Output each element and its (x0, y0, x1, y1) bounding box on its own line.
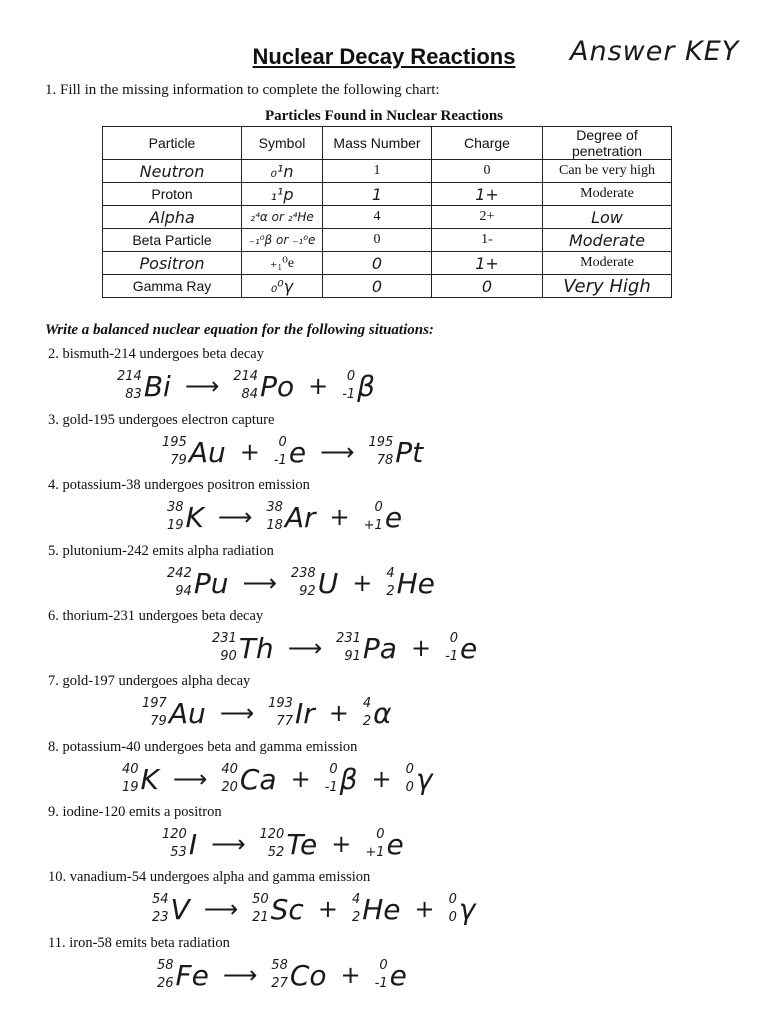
element-symbol: Pu (193, 566, 229, 600)
cell-symbol: ₊₁⁰e (242, 252, 323, 275)
mass-number: 120 (162, 827, 187, 842)
nuclear-equation (150, 887, 477, 931)
nuclide (271, 957, 326, 993)
problem-item (0, 608, 768, 672)
nuclide (152, 891, 190, 927)
reaction-arrow: ⟶ (219, 699, 255, 727)
table-row (103, 160, 672, 183)
problem-prompt: 3. gold-195 undergoes electron capture (48, 412, 275, 428)
cell-mass-number: 1 (323, 160, 432, 183)
mass-number: 0 (379, 958, 388, 973)
cell-charge: 1- (432, 229, 543, 252)
nuclide (386, 565, 435, 601)
plus-sign: + (290, 765, 311, 793)
plus-sign: + (308, 372, 329, 400)
element-symbol: Au (168, 696, 206, 730)
nuclide (260, 826, 318, 862)
reaction-arrow: ⟶ (211, 830, 246, 858)
mass-number: 40 (221, 762, 238, 777)
column-header-charge: Charge (432, 127, 543, 160)
nuclide-numbers (212, 630, 237, 666)
atomic-number: 83 (125, 387, 142, 402)
atomic-number: -1 (324, 780, 338, 795)
nuclide (252, 891, 304, 927)
nuclide-numbers (449, 891, 457, 927)
nuclide-numbers (325, 761, 338, 797)
atomic-number: -1 (374, 976, 388, 991)
nuclide-numbers (342, 368, 355, 404)
cell-penetration: Can be very high (543, 160, 672, 183)
atomic-number: 77 (276, 714, 293, 729)
cell-particle: Proton (103, 183, 242, 206)
atomic-number: 94 (175, 584, 192, 599)
nuclide-numbers (252, 891, 269, 927)
element-symbol: Sc (270, 892, 304, 926)
nuclide-numbers (266, 499, 283, 535)
nuclide-numbers (365, 826, 384, 862)
atomic-number: 90 (220, 649, 237, 664)
mass-number: 0 (329, 762, 338, 777)
mass-number: 0 (278, 435, 287, 450)
cell-penetration: Moderate (543, 252, 672, 275)
problem-prompt: 2. bismuth-214 undergoes beta decay (48, 346, 264, 362)
mass-number: 4 (362, 696, 372, 711)
table-row (103, 275, 672, 298)
element-symbol: Co (289, 958, 327, 992)
element-symbol: e (384, 500, 403, 534)
element-symbol: U (317, 566, 339, 600)
cell-penetration: Low (543, 206, 672, 229)
cell-mass-number: 4 (323, 206, 432, 229)
atomic-number: 2 (362, 714, 372, 729)
nuclide-numbers (352, 891, 360, 927)
mass-number: 58 (271, 958, 288, 973)
problem-item (0, 543, 768, 607)
nuclide (336, 630, 397, 666)
nuclide (449, 891, 476, 927)
nuclide (365, 826, 403, 862)
table-title: Particles Found in Nuclear Reactions (264, 108, 504, 124)
nuclide (445, 630, 477, 666)
element-symbol: Po (260, 369, 295, 403)
problem-item (0, 477, 768, 541)
nuclear-equation (210, 626, 479, 670)
nuclear-equation (160, 430, 425, 474)
plus-sign: + (331, 830, 352, 858)
nuclide-numbers (336, 630, 361, 666)
nuclide (363, 695, 392, 731)
column-header-penetration: Degree of penetration (543, 127, 672, 160)
nuclide (406, 761, 433, 797)
nuclide-numbers (233, 368, 258, 404)
nuclear-equation (140, 691, 394, 735)
mass-number: 40 (122, 762, 139, 777)
plus-sign: + (329, 503, 350, 531)
element-symbol: Pt (395, 435, 424, 469)
atomic-number: -1 (445, 649, 459, 664)
table-row (103, 229, 672, 252)
nuclide-numbers (122, 761, 139, 797)
atomic-number: -1 (273, 453, 287, 468)
problem-prompt: 7. gold-197 undergoes alpha decay (48, 673, 251, 689)
element-symbol: α (373, 696, 392, 730)
nuclide-numbers (167, 499, 184, 535)
element-symbol: e (389, 958, 407, 992)
nuclide-numbers (291, 565, 316, 601)
table-header-row (103, 127, 672, 160)
mass-number: 0 (376, 827, 385, 842)
element-symbol: Ar (284, 500, 316, 534)
nuclear-equation (120, 757, 435, 801)
atomic-number: 78 (376, 453, 394, 468)
element-symbol: K (140, 762, 159, 796)
cell-symbol: ₀⁰γ (242, 275, 323, 298)
cell-charge: 2+ (432, 206, 543, 229)
nuclide-numbers (142, 695, 167, 731)
reaction-arrow: ⟶ (242, 569, 277, 597)
nuclide (368, 434, 423, 470)
problem-prompt: 6. thorium-231 undergoes beta decay (48, 608, 264, 624)
atomic-number: 26 (157, 976, 174, 991)
worksheet-title: Nuclear Decay Reactions (252, 44, 516, 69)
nuclide-numbers (117, 368, 142, 404)
problem-item (0, 804, 768, 868)
plus-sign: + (414, 895, 435, 923)
plus-sign: + (340, 961, 361, 989)
nuclide-numbers (363, 695, 371, 731)
cell-penetration: Moderate (543, 229, 672, 252)
chart-instruction: 1. Fill in the missing information to complete the following chart: (45, 82, 440, 98)
plus-sign: + (371, 765, 392, 793)
cell-particle: Beta Particle (103, 229, 242, 252)
particles-table (102, 126, 672, 298)
nuclide-numbers (157, 957, 174, 993)
reaction-arrow: ⟶ (184, 372, 220, 400)
nuclide (117, 368, 171, 404)
element-symbol: Th (238, 631, 274, 665)
nuclide (274, 434, 306, 470)
plus-sign: + (239, 438, 260, 466)
atomic-number: 19 (122, 780, 139, 795)
atomic-number: 0 (448, 910, 457, 925)
mass-number: 193 (268, 696, 293, 711)
cell-particle: Alpha (103, 206, 242, 229)
mass-number: 54 (152, 892, 169, 907)
reaction-arrow: ⟶ (222, 961, 258, 989)
table-row (103, 206, 672, 229)
problem-item (0, 739, 768, 803)
column-header-symbol: Symbol (242, 127, 323, 160)
atomic-number: 52 (267, 845, 285, 860)
mass-number: 231 (336, 631, 361, 646)
element-symbol: Au (188, 435, 226, 469)
mass-number: 195 (368, 435, 394, 450)
atomic-number: -1 (342, 387, 356, 402)
atomic-number: +1 (365, 845, 385, 860)
reaction-arrow: ⟶ (320, 438, 355, 466)
nuclide-numbers (445, 630, 458, 666)
nuclide (167, 499, 204, 535)
mass-number: 214 (117, 369, 142, 384)
atomic-number: 2 (351, 910, 361, 925)
plus-sign: + (317, 895, 338, 923)
nuclide (233, 368, 294, 404)
mass-number: 0 (346, 369, 356, 384)
nuclide-numbers (271, 957, 288, 993)
element-symbol: e (386, 827, 404, 861)
mass-number: 242 (167, 566, 192, 581)
nuclide (142, 695, 206, 731)
reaction-arrow: ⟶ (287, 634, 323, 662)
problem-prompt: 8. potassium-40 undergoes beta and gamma emission (48, 739, 358, 755)
nuclide-numbers (167, 565, 192, 601)
problem-prompt: 11. iron-58 emits beta radiation (48, 935, 230, 951)
element-symbol: Ir (294, 696, 315, 730)
equation-instruction: Write a balanced nuclear equation for the following situations: (45, 322, 434, 338)
atomic-number: 2 (386, 584, 395, 599)
problem-item (0, 412, 768, 476)
problem-prompt: 4. potassium-38 undergoes positron emission (48, 477, 310, 493)
cell-particle: Positron (103, 252, 242, 275)
plus-sign: + (410, 634, 432, 662)
nuclide (342, 368, 375, 404)
cell-penetration: Moderate (543, 183, 672, 206)
nuclide-numbers (406, 761, 414, 797)
atomic-number: 20 (221, 780, 238, 795)
element-symbol: Bi (143, 369, 171, 403)
nuclide (157, 957, 209, 993)
cell-charge: 1+ (432, 252, 543, 275)
cell-mass-number: 0 (323, 229, 432, 252)
atomic-number: 79 (170, 453, 187, 468)
problem-prompt: 5. plutonium-242 emits alpha radiation (48, 543, 274, 559)
nuclear-equation (115, 364, 377, 408)
cell-mass-number: 1 (323, 183, 432, 206)
problem-prompt: 10. vanadium-54 undergoes alpha and gamma emission (48, 869, 371, 885)
nuclide (352, 891, 401, 927)
mass-number: 195 (162, 435, 187, 450)
element-symbol: γ (415, 762, 433, 796)
nuclide (325, 761, 358, 797)
plus-sign: + (328, 699, 349, 727)
reaction-arrow: ⟶ (172, 765, 208, 793)
cell-symbol: ₋₁⁰β or ₋₁⁰e (242, 229, 323, 252)
nuclide (266, 499, 315, 535)
atomic-number: 91 (344, 649, 361, 664)
nuclide (212, 630, 274, 666)
element-symbol: He (362, 892, 401, 926)
nuclide (291, 565, 338, 601)
mass-number: 197 (142, 696, 167, 711)
nuclide-numbers (386, 565, 394, 601)
element-symbol: e (288, 435, 307, 469)
table-row (103, 252, 672, 275)
nuclide (162, 434, 226, 470)
column-header-mass-number: Mass Number (323, 127, 432, 160)
cell-symbol: ₁¹p (242, 183, 323, 206)
mass-number: 50 (252, 892, 269, 907)
nuclide (122, 761, 159, 797)
nuclide (364, 499, 402, 535)
mass-number: 0 (449, 631, 459, 646)
atomic-number: 79 (150, 714, 167, 729)
nuclide-numbers (368, 434, 393, 470)
nuclide-numbers (260, 826, 285, 862)
problem-prompt: 9. iodine-120 emits a positron (48, 804, 222, 820)
element-symbol: β (339, 762, 358, 796)
element-symbol: V (170, 892, 190, 926)
nuclide (221, 761, 276, 797)
mass-number: 4 (386, 566, 395, 581)
nuclear-equation (165, 561, 437, 605)
cell-penetration: Very High (543, 275, 672, 298)
element-symbol: K (185, 500, 204, 534)
reaction-arrow: ⟶ (203, 895, 239, 923)
element-symbol: Te (286, 827, 318, 861)
element-symbol: Fe (175, 958, 209, 992)
nuclide (162, 826, 197, 862)
nuclide-numbers (375, 957, 388, 993)
element-symbol: γ (458, 892, 476, 926)
element-symbol: e (460, 631, 478, 665)
cell-charge: 0 (432, 160, 543, 183)
atomic-number: +1 (363, 518, 383, 533)
column-header-particle: Particle (103, 127, 242, 160)
mass-number: 120 (259, 827, 285, 842)
answer-key-label: Answer KEY (570, 36, 740, 67)
mass-number: 238 (290, 566, 316, 581)
mass-number: 58 (157, 958, 174, 973)
cell-charge: 1+ (432, 183, 543, 206)
atomic-number: 0 (405, 780, 414, 795)
cell-mass-number: 0 (323, 275, 432, 298)
mass-number: 0 (374, 500, 383, 515)
mass-number: 0 (405, 762, 414, 777)
cell-mass-number: 0 (323, 252, 432, 275)
problem-item (0, 869, 768, 933)
table-row (103, 183, 672, 206)
nuclide-numbers (268, 695, 293, 731)
atomic-number: 92 (299, 584, 316, 599)
nuclear-equation (160, 822, 406, 866)
cell-particle: Neutron (103, 160, 242, 183)
cell-particle: Gamma Ray (103, 275, 242, 298)
problem-item (0, 346, 768, 410)
nuclide (268, 695, 315, 731)
mass-number: 214 (233, 369, 259, 384)
reaction-arrow: ⟶ (217, 503, 253, 531)
nuclide-numbers (364, 499, 383, 535)
mass-number: 38 (266, 500, 283, 515)
atomic-number: 23 (152, 910, 169, 925)
plus-sign: + (352, 569, 373, 597)
element-symbol: He (396, 566, 435, 600)
atomic-number: 27 (271, 976, 288, 991)
atomic-number: 84 (241, 387, 259, 402)
mass-number: 4 (351, 892, 361, 907)
cell-symbol: ₂⁴α or ₂⁴He (242, 206, 323, 229)
nuclide-numbers (274, 434, 287, 470)
mass-number: 38 (167, 500, 184, 515)
cell-charge: 0 (432, 275, 543, 298)
nuclear-equation (165, 495, 404, 539)
problem-item (0, 673, 768, 737)
atomic-number: 18 (266, 518, 283, 533)
nuclide (167, 565, 228, 601)
atomic-number: 21 (252, 910, 269, 925)
nuclide-numbers (221, 761, 238, 797)
cell-symbol: ₀¹n (242, 160, 323, 183)
element-symbol: β (357, 369, 376, 403)
nuclide (375, 957, 407, 993)
nuclide-numbers (162, 434, 187, 470)
mass-number: 0 (448, 892, 457, 907)
mass-number: 231 (212, 631, 237, 646)
element-symbol: Pa (362, 631, 397, 665)
element-symbol: Ca (239, 762, 277, 796)
atomic-number: 53 (170, 845, 187, 860)
nuclide-numbers (162, 826, 187, 862)
nuclear-equation (155, 953, 409, 997)
nuclide-numbers (152, 891, 169, 927)
problem-item (0, 935, 768, 999)
atomic-number: 19 (167, 518, 184, 533)
element-symbol: I (188, 827, 198, 861)
